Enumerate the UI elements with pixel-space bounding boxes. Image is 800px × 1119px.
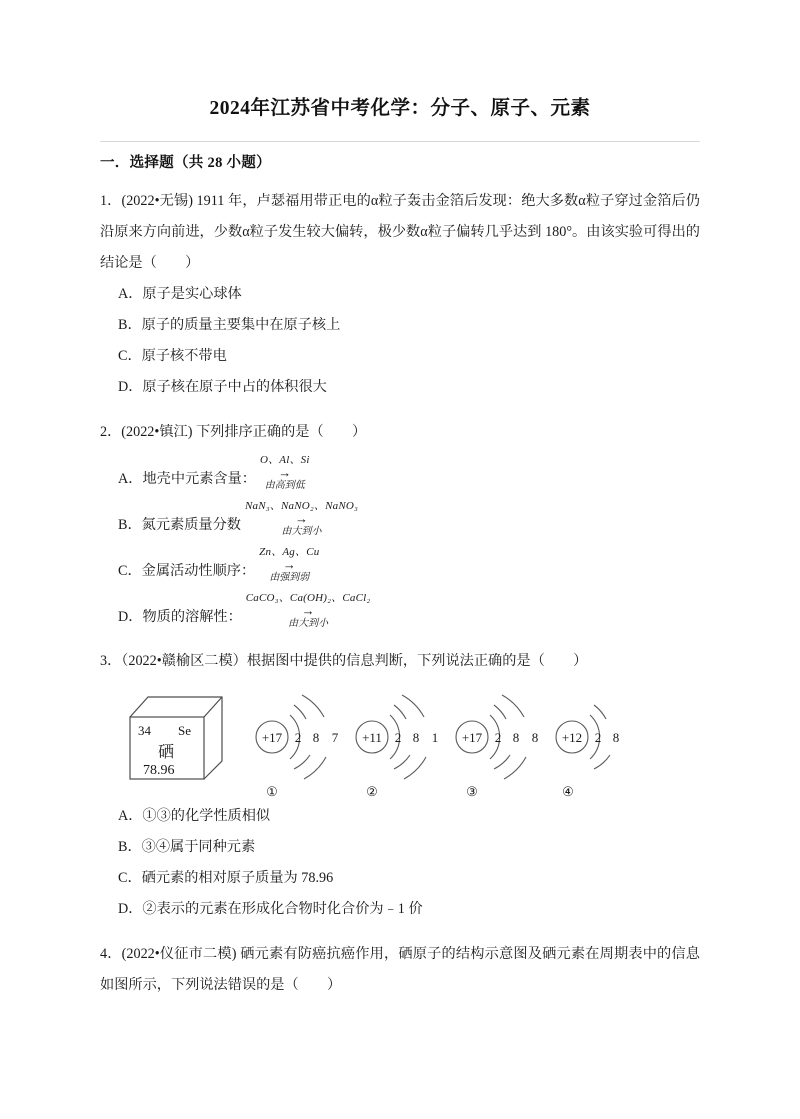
option-a[interactable]: A．①③的化学性质相似 xyxy=(118,808,271,824)
option-d[interactable]: D．②表示的元素在形成化合物时化合价为﹣1 价 xyxy=(118,901,423,917)
formula-series: O、Al、Si xyxy=(259,454,310,466)
shell-count-1: 2 xyxy=(594,730,602,745)
option-d-label: 物质的溶解性： xyxy=(142,609,242,625)
option-c-label: 金属活动性顺序： xyxy=(141,563,256,579)
option-b-letter: B． xyxy=(118,517,142,533)
shell-count-3: 7 xyxy=(331,730,339,745)
cube-chinese-name: 硒 xyxy=(158,744,175,761)
option-d[interactable]: D．原子核在原子中占的体积很大 xyxy=(118,379,327,395)
arrow-icon: → xyxy=(278,465,292,480)
question-1 xyxy=(100,186,700,403)
shell-count-1: 2 xyxy=(294,730,302,745)
question-2-options xyxy=(100,448,700,632)
ordering-caption: 由高到低 xyxy=(264,480,305,491)
atom-charge: +12 xyxy=(561,730,583,745)
ordering-stack xyxy=(260,454,310,492)
question-1-options xyxy=(100,279,700,403)
cube-atomic-number: 34 xyxy=(138,723,151,738)
atom-charge: +17 xyxy=(261,730,283,745)
option-d-letter: D． xyxy=(118,609,143,625)
element-cube xyxy=(128,693,224,781)
option-b[interactable] xyxy=(100,494,700,540)
option-b[interactable]: B．原子的质量主要集中在原子核上 xyxy=(118,317,341,333)
question-2-stem: 2．(2022•镇江) 下列排序正确的是（ ） xyxy=(100,424,367,440)
formula-series: CaCO₃、Ca(OH)₂、CaCl₂ xyxy=(245,592,371,604)
page-title: 2024年江苏省中考化学：分子、原子、元素 xyxy=(209,98,591,119)
ordering-stack xyxy=(259,546,319,584)
question-4-stem: 4．(2022•仪征市二模) 硒元素有防癌抗癌作用，硒原子的结构示意图及硒元素在周期表中的信息如图所示，下列说法错误的是（ ） xyxy=(100,946,700,993)
question-3-stem: 3．（2022•赣榆区二模）根据图中提供的信息判断，下列说法正确的是（ ） xyxy=(100,653,588,669)
atom-label-1: ① xyxy=(266,784,278,799)
question-2 xyxy=(100,417,700,632)
shell-count-1: 2 xyxy=(394,730,402,745)
option-c[interactable] xyxy=(100,540,700,586)
ordering-stack xyxy=(245,500,358,538)
option-b[interactable]: B．③④属于同种元素 xyxy=(118,839,256,855)
atom-label-3: ③ xyxy=(466,784,478,799)
ordering-caption: 由大到小 xyxy=(288,618,329,629)
option-c[interactable]: C．硒元素的相对原子质量为 78.96 xyxy=(118,870,334,886)
option-a[interactable] xyxy=(100,448,700,494)
shell-count-1: 2 xyxy=(494,730,502,745)
option-a-letter: A． xyxy=(118,471,143,487)
title-divider xyxy=(100,141,700,142)
atom-label-4: ④ xyxy=(562,784,574,799)
shell-count-2: 8 xyxy=(312,730,320,745)
atom-charge: +17 xyxy=(461,730,483,745)
question-1-stem: 1．(2022•无锡) 1911 年，卢瑟福用带正电的α粒子轰击金箔后发现：绝大多数α粒子穿过金箔后仍沿原来方向前进，少数α粒子发生较大偏转，极少数α粒子偏转几乎达到 180°。由该实验可得出的结论是（ ） xyxy=(100,193,700,271)
option-a-label: 地壳中元素含量： xyxy=(142,471,256,487)
shell-count-2: 8 xyxy=(612,730,620,745)
option-c[interactable]: C．原子核不带电 xyxy=(118,348,227,364)
atom-diagram-4 xyxy=(550,687,670,797)
question-3-figure xyxy=(100,687,700,799)
formula-series: NaN₃、NaNO₂、NaNO₃ xyxy=(244,500,359,512)
option-d[interactable] xyxy=(100,586,700,632)
question-3-options xyxy=(100,801,700,925)
formula-series: Zn、Ag、Cu xyxy=(259,546,320,558)
atom-charge: +11 xyxy=(362,730,382,745)
shell-count-3: 8 xyxy=(531,730,539,745)
ordering-caption: 由大到小 xyxy=(281,526,322,537)
arrow-icon: → xyxy=(282,557,296,572)
document-content xyxy=(100,0,700,1001)
option-b-label: 氮元素质量分数 xyxy=(141,517,241,533)
cube-symbol: Se xyxy=(178,723,191,738)
ordering-caption: 由强到弱 xyxy=(269,572,310,583)
question-3 xyxy=(100,646,700,925)
option-a[interactable]: A．原子是实心球体 xyxy=(118,286,242,302)
atom-label-2: ② xyxy=(366,784,378,799)
arrow-icon: → xyxy=(295,511,309,526)
section-heading: 一．选择题（共 28 小题） xyxy=(100,155,271,171)
shell-count-2: 8 xyxy=(412,730,420,745)
question-4 xyxy=(100,939,700,1001)
option-c-letter: C． xyxy=(118,563,142,579)
shell-count-2: 8 xyxy=(512,730,520,745)
ordering-stack xyxy=(246,592,371,630)
cube-atomic-mass: 78.96 xyxy=(143,763,175,778)
arrow-icon: → xyxy=(301,603,315,618)
shell-count-3: 1 xyxy=(431,730,439,745)
